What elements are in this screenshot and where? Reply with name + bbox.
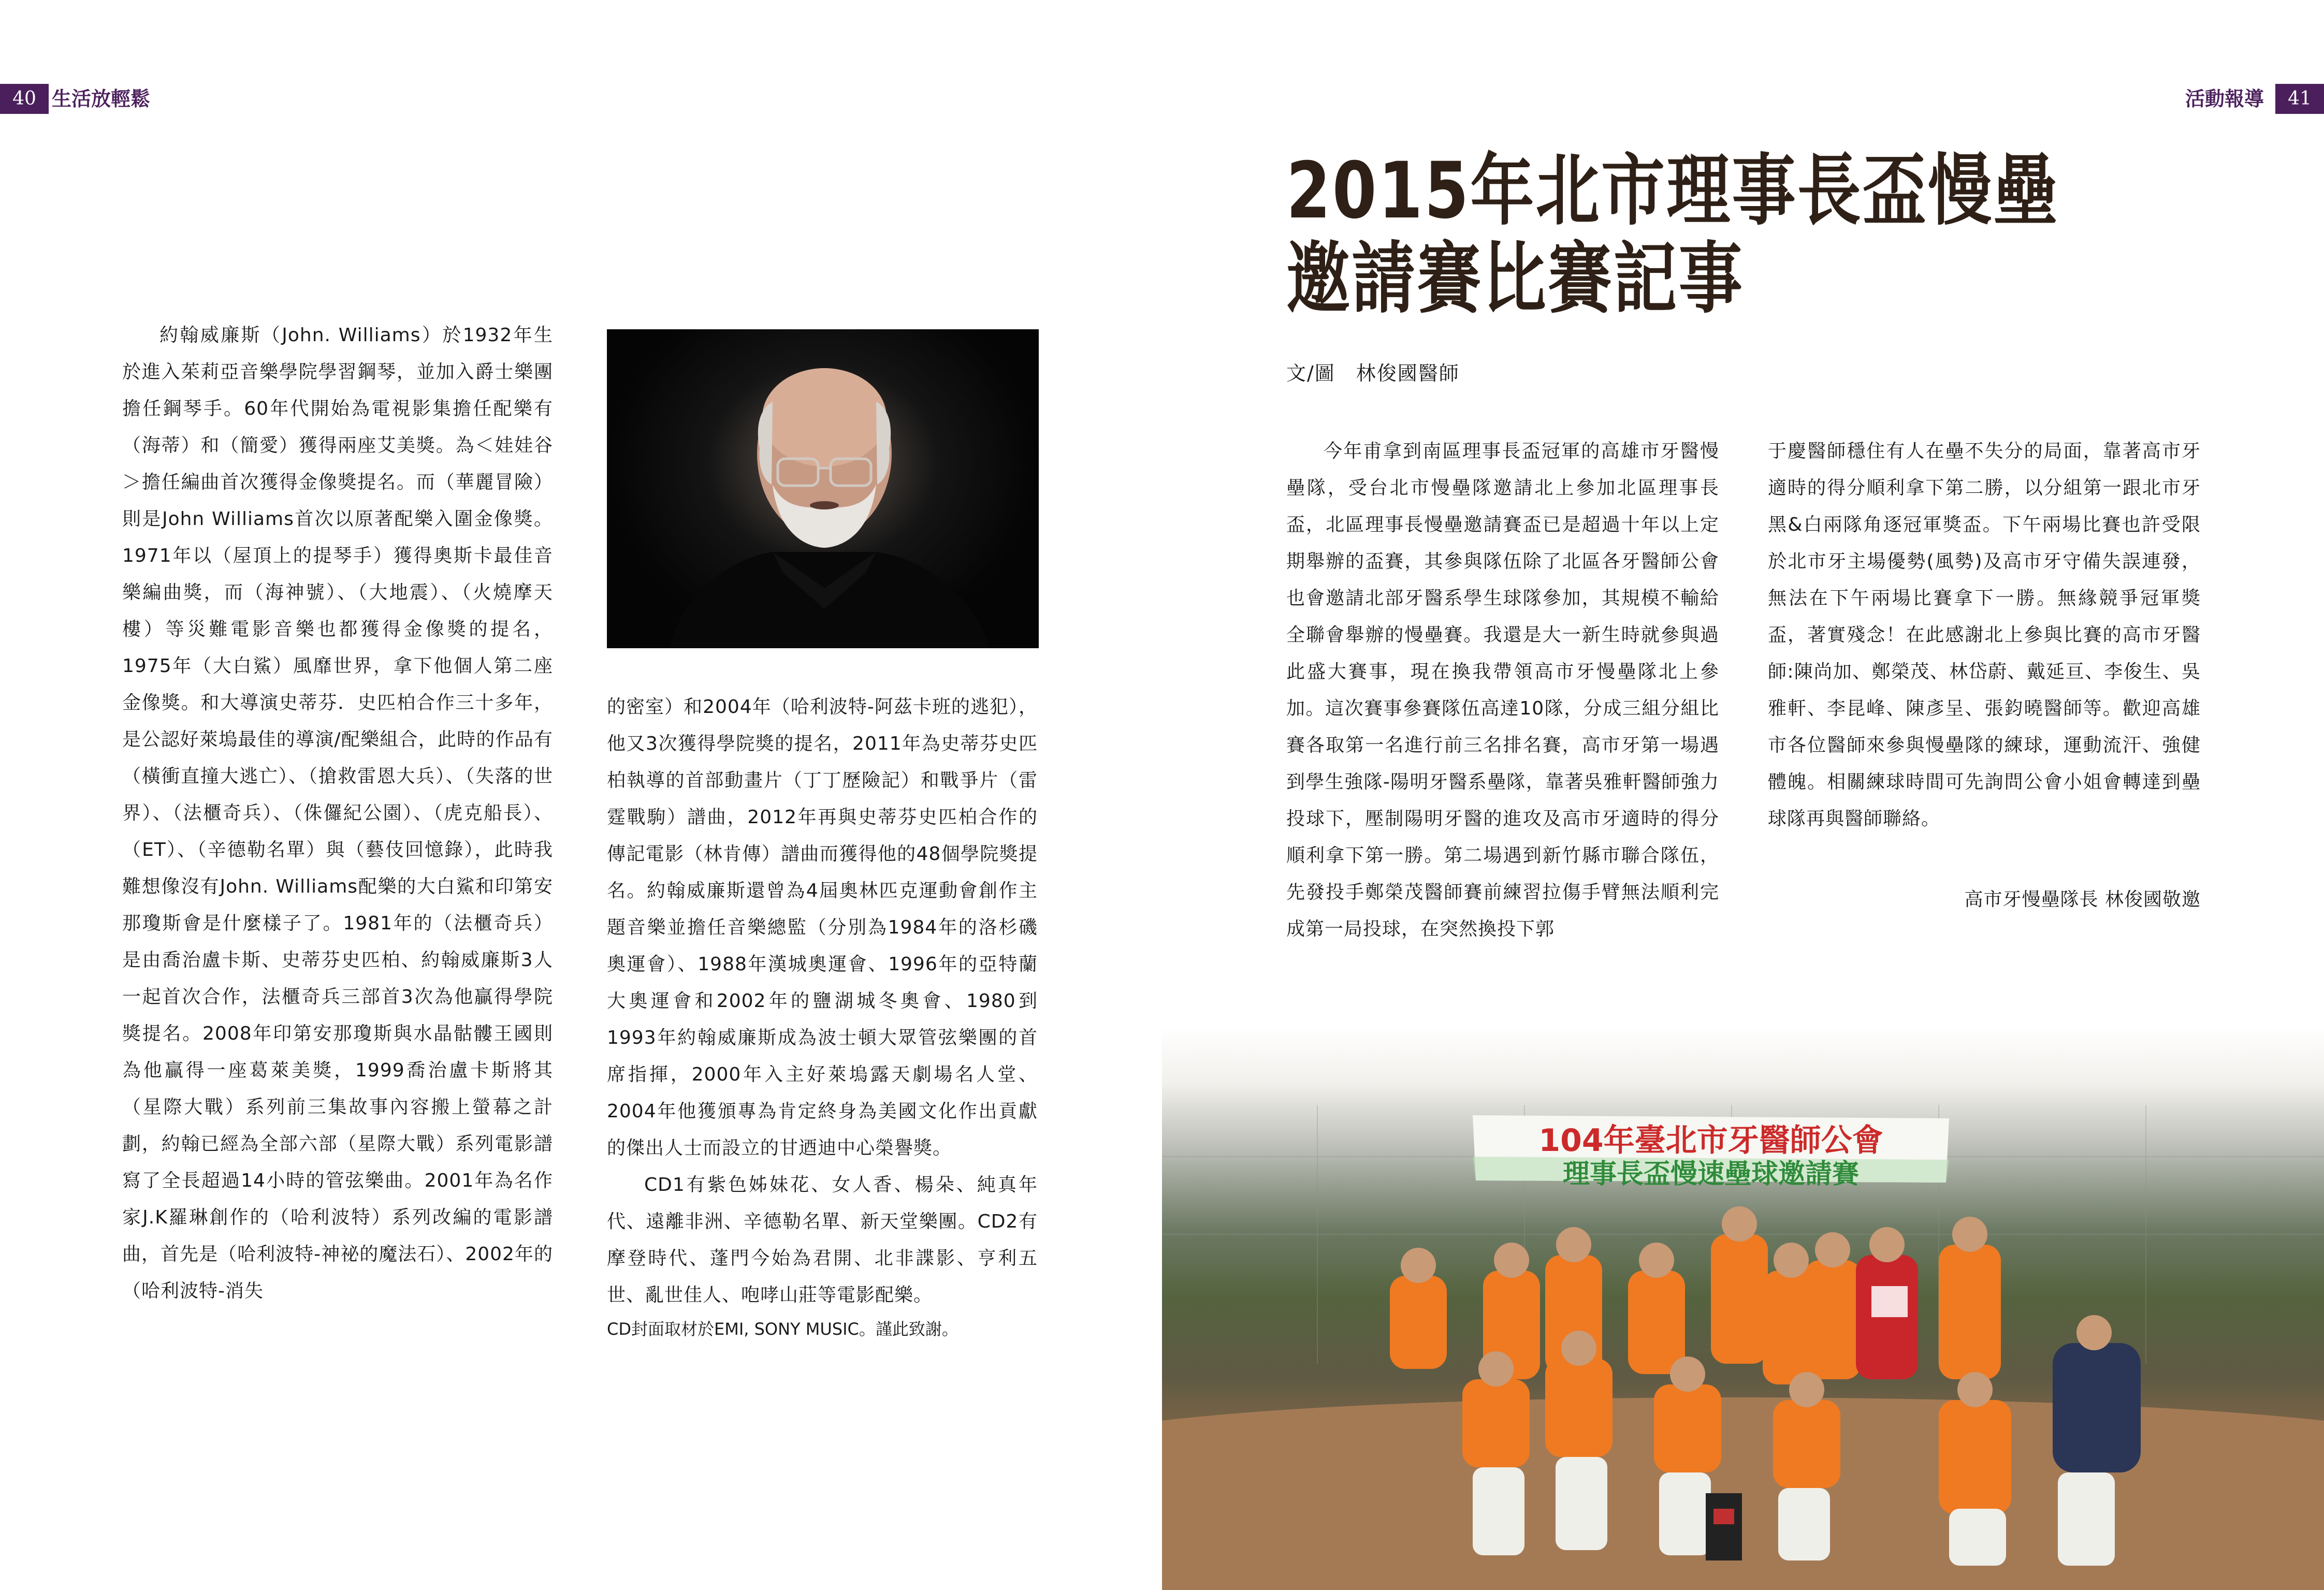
left-column-1 [122, 317, 553, 1309]
right-column-2 [1768, 433, 2201, 911]
paragraph: CD1有紫色姊妹花、女人香、楊朵、純真年代、遠離非洲、辛德勒名單、新天堂樂團。CD2有摩登時代、蓬門今始為君開、北非諜影、亨利五世、亂世佳人、咆哮山莊等電影配樂。 [607, 1174, 1038, 1306]
credit-note: CD封面取材於EMI, SONY MUSIC。謹此致謝。 [607, 1319, 958, 1339]
left-column-2 [607, 689, 1038, 1345]
portrait-photo [607, 329, 1039, 648]
portrait-figure [607, 329, 1039, 648]
paragraph: 的密室）和2004年（哈利波特-阿茲卡班的逃犯），他又3次獲得學院獎的提名，2011年為史蒂芬史匹柏執導的首部動畫片（丁丁歷險記）和戰爭片（雷霆戰駒）譜曲，2012年再與史蒂芬史匹柏合作的傳記電影（林肯傳）譜曲而獲得他的48個學院獎提名。約翰威廉斯還曾為4屆奧林匹克運動會創作主題音樂並擔任音樂總監（分別為1984年的洛杉磯奧運會）、1988年漢城奧運會、1996年的亞特蘭大奧運會和2002年的鹽湖城冬奧會、1980到1993年約翰威廉斯成為波士頓大眾管弦樂團的首席指揮，2000年入主好萊塢露天劇場名人堂、2004年他獲頒專為肯定終身為美國文化作出貢獻的傑出人士而設立的甘迺迪中心榮譽獎。 [607, 696, 1038, 1159]
paragraph: 于慶醫師穩住有人在壘不失分的局面，靠著高市牙適時的得分順利拿下第二勝，以分組第一跟北市牙黑&白兩隊角逐冠軍獎盃。下午兩場比賽也許受限於北市牙主場優勢(風勢)及高市牙守備失誤連發，無法在下午兩場比賽拿下一勝。無緣競爭冠軍獎盃，著實殘念！在此感謝北上參與比賽的高市牙醫師:陳尚加、鄭榮茂、林岱蔚、戴延亘、李俊生、吳雅軒、李昆峰、陳彥呈、張鈞曉醫師等。歡迎高雄市各位醫師來參與慢壘隊的練球，運動流汗、強健體魄。相關練球時間可先詢問公會小姐會轉達到壘球隊再與醫師聯絡。 [1768, 441, 2201, 829]
title-line-2: 邀請賽比賽記事 [1286, 234, 1744, 324]
banner-text [1483, 1122, 1939, 1190]
right-column-1 [1286, 433, 1719, 947]
article-title [1286, 147, 2270, 323]
page-number-left: 40 [0, 84, 49, 114]
banner-line-2: 理事長盃慢速壘球邀請賽 [1562, 1159, 1859, 1190]
section-label-right: 活動報導 [2185, 87, 2264, 110]
banner-line-1: 104年臺北市牙醫師公會 [1538, 1122, 1883, 1159]
section-label-left: 生活放輕鬆 [52, 87, 151, 110]
team-photo [1162, 1027, 2324, 1590]
page-number-right: 41 [2275, 84, 2324, 114]
team-photo-scene [1162, 1027, 2324, 1590]
signature: 高市牙慢壘隊長 林俊國敬邀 [1964, 889, 2201, 910]
paragraph: 今年甫拿到南區理事長盃冠軍的高雄市牙醫慢壘隊，受台北市慢壘隊邀請北上參加北區理事長盃，北區理事長慢壘邀請賽盃已是超過十年以上定期舉辦的盃賽，其參與隊伍除了北區各牙醫師公會也會邀請北部牙醫系學生球隊參加，其規模不輸給全聯會舉辦的慢壘賽。我還是大一新生時就參與過此盛大賽事，現在換我帶領高市牙慢壘隊北上參加。這次賽事參賽隊伍高達10隊，分成三組分組比賽各取第一名進行前三名排名賽，高市牙第一場遇到學生強隊-陽明牙醫系壘隊，靠著吳雅軒醫師強力投球下，壓制陽明牙醫的進攻及高市牙適時的得分順利拿下第一勝。第二場遇到新竹縣市聯合隊伍，先發投手鄭榮茂醫師賽前練習拉傷手臂無法順利完成第一局投球，在突然換投下郭 [1286, 441, 1719, 940]
byline: 文/圖 林俊國醫師 [1286, 362, 1460, 385]
title-line-1: 2015年北市理事長盃慢壘 [1286, 146, 2059, 236]
paragraph: 約翰威廉斯（John. Williams）於1932年生於進入茱莉亞音樂學院學習鋼琴，並加入爵士樂團擔任鋼琴手。60年代開始為電視影集擔任配樂有（海蒂）和（簡愛）獲得兩座艾美獎。為＜娃娃谷＞擔任編曲首次獲得金像獎提名。而（華麗冒險）則是John Williams首次以原著配樂入圍金像獎。1971年以（屋頂上的提琴手）獲得奧斯卡最佳音樂編曲獎，而（海神號）、（大地震）、（火燒摩天樓）等災難電影音樂也都獲得金像獎的提名，1975年（大白鯊）風靡世界，拿下他個人第二座金像獎。和大導演史蒂芬．史匹柏合作三十多年，是公認好萊塢最佳的導演/配樂組合，此時的作品有（橫衝直撞大逃亡）、（搶救雷恩大兵）、（失落的世界）、（法櫃奇兵）、（侏儸紀公園）、（虎克船長）、（ET）、（辛德勒名單）與（藝伎回憶錄），此時我難想像沒有John. Williams配樂的大白鯊和印第安那瓊斯會是什麼樣子了。1981年的（法櫃奇兵）是由喬治盧卡斯、史蒂芬史匹柏、約翰威廉斯3人一起首次合作，法櫃奇兵三部首3次為他贏得學院獎提名。2008年印第安那瓊斯與水晶骷髏王國則為他贏得一座葛萊美獎，1999喬治盧卡斯將其（星際大戰）系列前三集故事內容搬上螢幕之計劃，約翰已經為全部六部（星際大戰）系列電影譜寫了全長超過14小時的管弦樂曲。2001年為名作家J.K羅琳創作的（哈利波特）系列改編的電影譜曲，首先是（哈利波特-神祕的魔法石）、2002年的（哈利波特-消失 [122, 325, 553, 1302]
